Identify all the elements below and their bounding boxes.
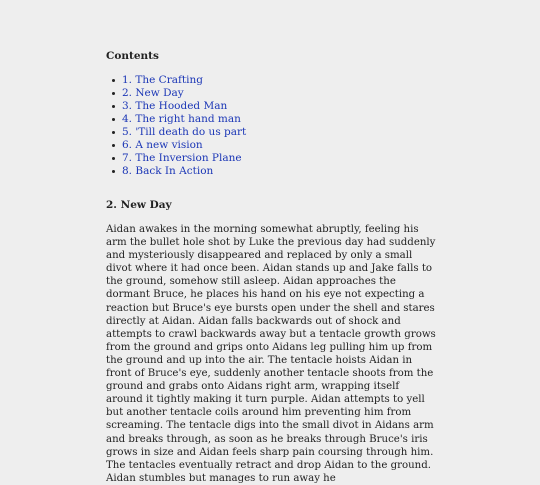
toc-item: [122, 113, 436, 126]
document-page: [106, 50, 436, 485]
section-body-text: Aidan awakes in the morning somewhat abruptly, feeling his arm the bullet hole shot by Luke the previous day had suddenly and mysteriously disappeared and replaced by only a small divot where it had once been. Aidan stands up and Jake falls to the ground, somehow still asleep. Aidan approaches the dormant Bruce, he places his hand on his eye not expecting a reaction but Bruce's eye bursts open under the shell and stares directly at Aidan. Aidan falls backwards out of shock and attempts to crawl backwards away but a tentacle growth grows from the ground and grips onto Aidans leg pulling him up from the ground and up into the air. The tentacle hoists Aidan in front of Bruce's eye, suddenly another tentacle shoots from the ground and grabs onto Aidans right arm, wrapping itself around it tightly making it turn purple. Aidan attempts to yell but another tentacle coils around him preventing him from screaming. The tentacle digs into the small divot in Aidans arm and breaks through, as soon as he breaks through Bruce's iris grows in size and Aidan feels sharp pain coursing through him. The tentacles eventually retract and drop Aidan to the ground. Aidan stumbles but manages to run away he: [106, 224, 436, 484]
toc-link-the-hooded-man[interactable]: 3. The Hooded Man: [122, 100, 228, 112]
toc-item: [122, 152, 436, 165]
toc-link-the-right-hand-man[interactable]: 4. The right hand man: [122, 113, 241, 125]
toc-item: [122, 100, 436, 113]
contents-heading: Contents: [106, 50, 159, 62]
toc-item: [122, 87, 436, 100]
toc-item: [122, 165, 436, 178]
toc-item: [122, 126, 436, 139]
table-of-contents: [106, 74, 436, 178]
section-heading: 2. New Day: [106, 199, 172, 211]
toc-item: [122, 74, 436, 87]
toc-link-back-in-action[interactable]: 8. Back In Action: [122, 165, 214, 177]
toc-link-new-day[interactable]: 2. New Day: [122, 87, 184, 99]
toc-link-till-death-do-us-part[interactable]: 5. 'Till death do us part: [122, 126, 247, 138]
toc-link-a-new-vision[interactable]: 6. A new vision: [122, 139, 203, 151]
toc-item: [122, 139, 436, 152]
toc-link-the-inversion-plane[interactable]: 7. The Inversion Plane: [122, 152, 242, 164]
toc-link-the-crafting[interactable]: 1. The Crafting: [122, 74, 203, 86]
